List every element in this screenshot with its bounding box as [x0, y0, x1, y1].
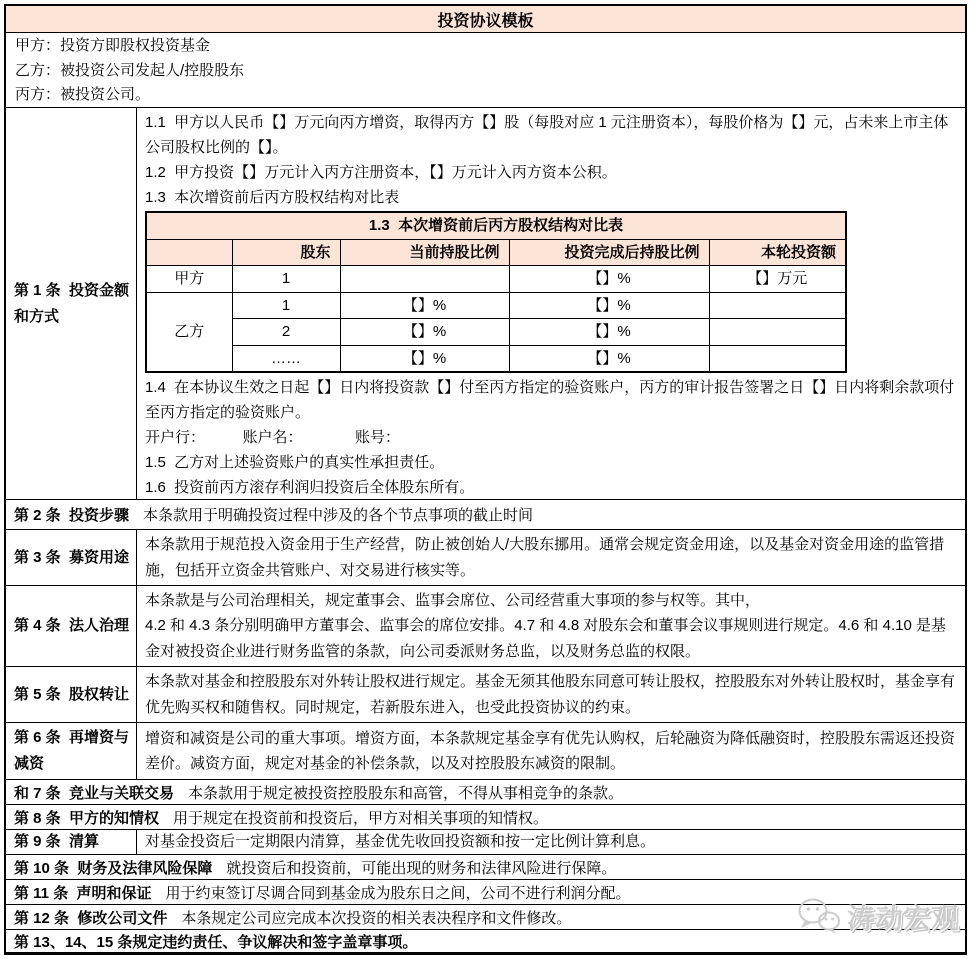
party-line-bing: 丙方：被投资公司。	[15, 86, 151, 103]
clause-11-cell	[6, 880, 965, 904]
page-title: 投资协议模板	[437, 12, 534, 30]
clause-6-content-cell	[137, 723, 965, 779]
clause-3-content-cell	[137, 530, 965, 585]
clause-6-desc: 增资和减资是公司的重大事项。增资方面，本条款规定基金享有优先认购权，后轮融资为降低融资时，控股股东需返还投资差价。减资方面，规定对基金的补偿条款，以及对控股股东减资的限制。	[145, 729, 956, 772]
clause-8-row	[6, 805, 965, 830]
cell-shareholder: 1	[232, 266, 340, 293]
cell-amount	[709, 345, 846, 372]
document-title-row	[6, 6, 965, 33]
clause-12-desc: 本条规定公司应完成本次投资的相关表决程序和文件修改。	[181, 909, 572, 927]
clause-7-row	[6, 780, 965, 805]
cell-after: 【】%	[509, 345, 709, 372]
equity-table-caption-row	[146, 212, 846, 239]
clause-10-row	[6, 855, 965, 880]
clause-12-cell	[6, 905, 965, 929]
clause-9-content-cell	[137, 830, 965, 854]
header-current-ratio: 当前持股比例	[340, 239, 509, 266]
clause-1-item-1-6: 1.6 投资前丙方滚存利润归投资后全体股东所有。	[145, 479, 475, 496]
equity-structure-table	[145, 211, 847, 373]
clause-11-desc: 用于约束签订尽调合同到基金成为股东日之间，公司不进行利润分配。	[165, 884, 631, 902]
clause-3-label: 第 3 条 募资用途	[14, 548, 130, 566]
clause-8-cell	[6, 805, 965, 829]
clause-5-desc: 本条款对基金和控股股东对外转让股权进行规定。基金无须其他股东同意可转让股权，控股股东对外转让股权时，基金享有优先购买权和随售权。同时规定，若新股东进入，也受此投资协议的约束。	[145, 673, 956, 716]
clause-7-desc: 本条款用于规定被投资控股股东和高管，不得从事相竞争的条款。	[188, 784, 624, 802]
clause-5-row	[6, 667, 965, 723]
clause-1-content-cell	[137, 108, 965, 499]
clause-4-desc-1: 本条款是与公司治理相关，规定董事会、监事会席位、公司经营重大事项的参与权等。其中，	[145, 591, 761, 609]
clause-8-desc: 用于规定在投资前和投资后，甲方对相关事项的知情权。	[173, 809, 549, 827]
equity-table-caption: 1.3 本次增资前后丙方股权结构对比表	[146, 212, 846, 239]
cell-shareholder: 1	[232, 292, 340, 319]
cell-amount: 【】万元	[709, 266, 846, 293]
clause-11-label: 第 11 条 声明和保证	[14, 884, 152, 902]
header-shareholder: 股东	[232, 239, 340, 266]
clause-13-15-cell	[6, 930, 965, 952]
clause-7-cell	[6, 780, 965, 804]
cell-amount	[709, 292, 846, 319]
cell-current: 【】%	[340, 345, 509, 372]
clause-1-item-1-1: 1.1 甲方以人民币【】万元向丙方增资，取得丙方【】股（每股对应 1 元注册资本），每股价格为【】元，占未来上市主体公司股权比例的【】。	[145, 114, 949, 156]
party-line-jia: 甲方：投资方即股权投资基金	[15, 37, 211, 54]
clause-1-label-cell	[6, 108, 137, 499]
cell-current: 【】%	[340, 319, 509, 346]
clause-4-label-cell	[6, 586, 137, 666]
header-post-ratio: 投资完成后持股比例	[509, 239, 709, 266]
cell-after: 【】%	[509, 292, 709, 319]
clause-10-label: 第 10 条 财务及法律风险保障	[14, 859, 213, 877]
clause-4-label: 第 4 条 法人治理	[14, 617, 130, 634]
clause-4-content-cell	[137, 586, 965, 666]
cell-group: 乙方	[146, 292, 232, 372]
table-row-jiafang	[146, 266, 846, 293]
clause-2-label: 第 2 条 投资步骤	[14, 507, 130, 524]
clause-9-label: 第 9 条 清算	[14, 833, 100, 850]
header-round-amount: 本轮投资额	[709, 239, 846, 266]
clause-1-label: 第 1 条 投资金额和方式	[14, 281, 130, 325]
clause-1-row	[6, 108, 965, 500]
clause-3-label-cell	[6, 530, 137, 585]
clause-2-row	[6, 500, 965, 530]
clause-5-content-cell	[137, 667, 965, 722]
table-row-yifang-etc	[146, 345, 846, 372]
table-row-yifang-2	[146, 319, 846, 346]
clause-10-cell	[6, 855, 965, 879]
clause-8-label: 第 8 条 甲方的知情权	[14, 809, 160, 827]
clause-2-cell	[6, 500, 965, 529]
clause-12-row	[6, 905, 965, 930]
cell-current: 【】%	[340, 292, 509, 319]
table-row-yifang-1	[146, 292, 846, 319]
cell-group: 甲方	[146, 266, 232, 293]
cell-current	[340, 266, 509, 293]
clause-1-item-1-5: 1.5 乙方对上述验资账户的真实性承担责任。	[145, 454, 445, 471]
clause-9-desc: 对基金投资后一定期限内清算，基金优先收回投资额和按一定比例计算利息。	[145, 833, 656, 851]
clause-1-item-1-3: 1.3 本次增资前后丙方股权结构对比表	[145, 189, 400, 206]
clause-3-row	[6, 530, 965, 586]
clause-5-label: 第 5 条 股权转让	[14, 685, 130, 703]
clause-12-label: 第 12 条 修改公司文件	[14, 909, 168, 927]
agreement-document-table	[4, 4, 967, 955]
clause-1-bank-line: 开户行： 账户名： 账号：	[145, 429, 401, 446]
clause-9-label-cell	[6, 830, 137, 854]
clause-9-row	[6, 830, 965, 855]
clause-13-15-row	[6, 930, 965, 953]
cell-shareholder: 2	[232, 319, 340, 346]
clause-7-label: 和 7 条 竞业与关联交易	[14, 784, 175, 802]
clause-1-item-1-4: 1.4 在本协议生效之日起【】日内将投资款【】付至丙方指定的验资账户，丙方的审计报告签署之日【】日内将剩余款项付至丙方指定的验资账户。	[145, 379, 955, 421]
watermark-text: 涛动宏观	[846, 903, 959, 934]
clause-6-row	[6, 723, 965, 780]
clause-2-desc: 本条款用于明确投资过程中涉及的各个节点事项的截止时间	[143, 507, 534, 524]
cell-shareholder: ……	[232, 345, 340, 372]
cell-after: 【】%	[509, 319, 709, 346]
clause-4-desc-2: 4.2 和 4.3 条分别明确甲方董事会、监事会的席位安排。4.7 和 4.8 对股东会和董事会议事规则进行规定。4.6 和 4.10 是基金对被投资企业进行财务监管的条款，向公司委派财务总监，以及财务总监的权限。	[145, 617, 946, 660]
clause-11-row	[6, 880, 965, 905]
parties-section	[6, 33, 965, 108]
clause-4-row	[6, 586, 965, 667]
clause-10-desc: 就投资后和投资前，可能出现的财务和法律风险进行保障。	[226, 859, 617, 877]
clause-3-desc: 本条款用于规范投入资金用于生产经营，防止被创始人/大股东挪用。通常会规定资金用途，以及基金对资金用途的监管措施，包括开立资金共管账户、对交易进行核实等。	[145, 536, 945, 579]
party-line-yi: 乙方：被投资公司发起人/控股股东	[15, 61, 245, 79]
header-blank	[146, 239, 232, 266]
cell-after: 【】%	[509, 266, 709, 293]
clause-6-label: 第 6 条 再增资与减资	[14, 729, 130, 772]
clause-6-label-cell	[6, 723, 137, 779]
equity-table-header-row	[146, 239, 846, 266]
clause-5-label-cell	[6, 667, 137, 722]
clause-13-15-label: 第 13、14、15 条规定违约责任、争议解决和签字盖章事项。	[14, 933, 418, 951]
clause-1-item-1-2: 1.2 甲方投资【】万元计入丙方注册资本，【】万元计入丙方资本公积。	[145, 164, 617, 181]
cell-amount	[709, 319, 846, 346]
